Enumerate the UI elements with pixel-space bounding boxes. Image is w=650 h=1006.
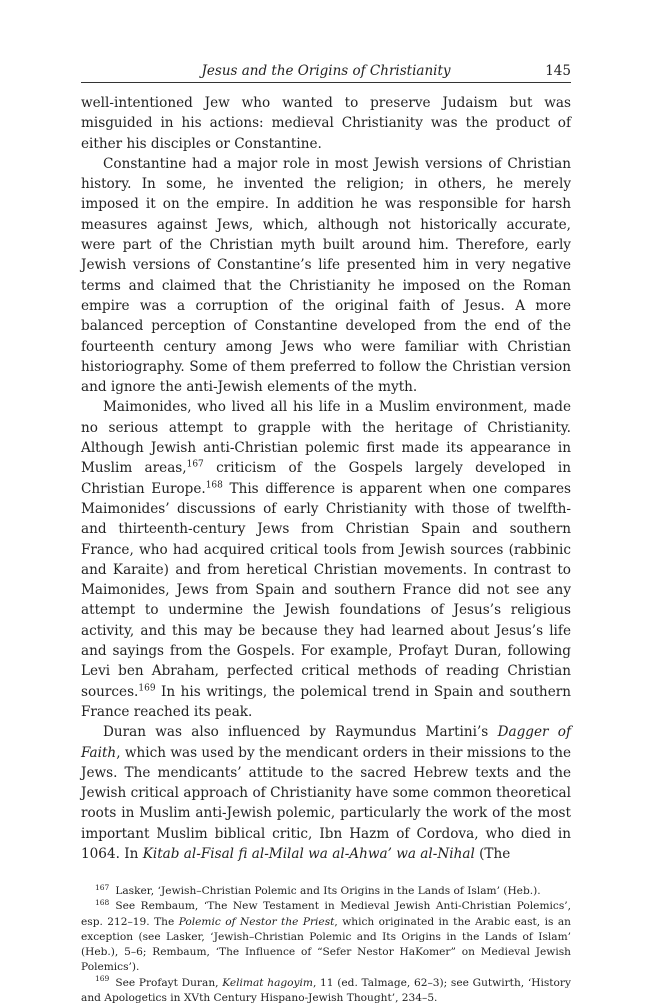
paragraph-3-text-d: In his writings, the polemical trend in Spain and southern France reached its peak. xyxy=(81,683,571,720)
footnote-ref-169: 169 xyxy=(138,683,156,694)
footnote-169-text-a: See Profayt Duran, xyxy=(115,976,223,989)
footnote-number-169: 169 xyxy=(95,973,110,983)
paragraph-4 xyxy=(81,722,571,864)
footnotes xyxy=(81,884,571,1006)
footnote-169-title: Kelimat hagoyim xyxy=(222,976,313,989)
paragraph-4-text-a: Duran was also influenced by Raymundus Martini’s xyxy=(103,724,498,741)
paragraph-3-text-b: criticism of the Gospels largely developed in Christian Europe. xyxy=(81,460,571,497)
footnote-167-text: Lasker, ‘Jewish–Christian Polemic and Its Origins in the Lands of Islam’ (Heb.). xyxy=(115,885,541,898)
footnote-number-168: 168 xyxy=(95,897,110,907)
running-head xyxy=(81,60,571,83)
footnote-168 xyxy=(81,899,571,975)
paragraph-4-text-b: , which was used by the mendicant orders in their missions to the Jews. The mendicants’ attitude to the sacred Hebrew texts and the Jewish critical approach of Christianity have some common theoretical roots in Muslim anti-Jewish polemic, particularly the work of the most important Muslim biblical critic, Ibn Hazm of Cordova, who died in 1064. In xyxy=(81,744,571,862)
paragraph-2: Constantine had a major role in most Jewish versions of Christian history. In some, he invented the religion; in others, he merely imposed it on the empire. In addition he was responsible for harsh measures against Jews, which, although not historically accurate, were part of the Christian myth built around him. Therefore, early Jewish versions of Constantine’s life presented him in very negative terms and claimed that the Christianity he imposed on the Roman empire was a corruption of the original faith of Jesus. A more balanced perception of Constantine developed from the end of the fourteenth century among Jews who were familiar with Christian historiography. Some of them preferred to follow the Christian version and ignore the anti-Jewish elements of the myth. xyxy=(81,155,571,396)
paragraph-3-text-a: Maimonides, who lived all his life in a Muslim environment, made no serious attempt to grapple with the heritage of Christianity. Although Jewish anti-Christian polemic first made its appearance in Muslim areas, xyxy=(81,399,571,477)
paragraph-1: well-intentioned Jew who wanted to preserve Judaism but was misguided in his actions: medieval Christianity was the product of either his disciples or Constantine. xyxy=(81,95,571,152)
footnote-169-text-b: , 11 (ed. Talmage, 62–3); see Gutwirth, ‘History and Apologetics in XVth Century Hispano-Jewish Thought’, 234–5. xyxy=(81,976,571,1004)
book-page xyxy=(81,60,571,1006)
footnote-168-title: Polemic of Nestor the Priest xyxy=(178,915,335,928)
footnote-168-text-b: , which originated in the Arabic east, is an exception (see Lasker, ‘Jewish–Christian Polemic and Its Origins in the Lands of Islam’ (Heb.), 5–6; Rembaum, ‘The Influence of “Sefer Nestor HaKomer” on Medieval Jewish Polemics’). xyxy=(81,915,572,974)
running-title: Jesus and the Origins of Christianity xyxy=(201,63,451,79)
paragraph-3-text-c: This difference is apparent when one compares Maimonides’ discussions of early Christianity with those of twelfth- and thirteenth-century Jews from Christian Spain and southern France, who had acquired critical tools from Jewish sources (rabbinic and Karaite) and from heretical Christian movements. In contrast to Maimonides, Jews from Spain and southern France did not see any attempt to undermine the Jewish foundations of Jesus’s religious activity, and this may be because they had learned about Jesus’s life and sayings from the Gospels. For example, Profayt Duran, following Levi ben Abraham, perfected critical methods of reading Christian sources. xyxy=(81,480,571,700)
paragraph-4-text-c: (The xyxy=(474,845,511,862)
footnote-167 xyxy=(81,884,571,899)
page-number: 145 xyxy=(545,63,571,79)
book-title-kitab-al-fisal: Kitab al-Fisal fi al-Milal wa al-Ahwa’ wa al-Nihal xyxy=(142,845,475,862)
footnote-169 xyxy=(81,973,571,1006)
main-text xyxy=(81,93,571,864)
paragraph-3 xyxy=(81,397,571,722)
footnote-ref-168: 168 xyxy=(205,480,223,491)
footnote-168-text-a: See Rembaum, ‘The New Testament in Medieval Jewish Anti-Christian Polemics’, esp. 212–19. The xyxy=(81,900,571,928)
footnote-ref-167: 167 xyxy=(186,459,204,470)
footnote-number-167: 167 xyxy=(95,882,110,892)
book-title-dagger-of-faith: Dagger of Faith xyxy=(81,724,571,761)
